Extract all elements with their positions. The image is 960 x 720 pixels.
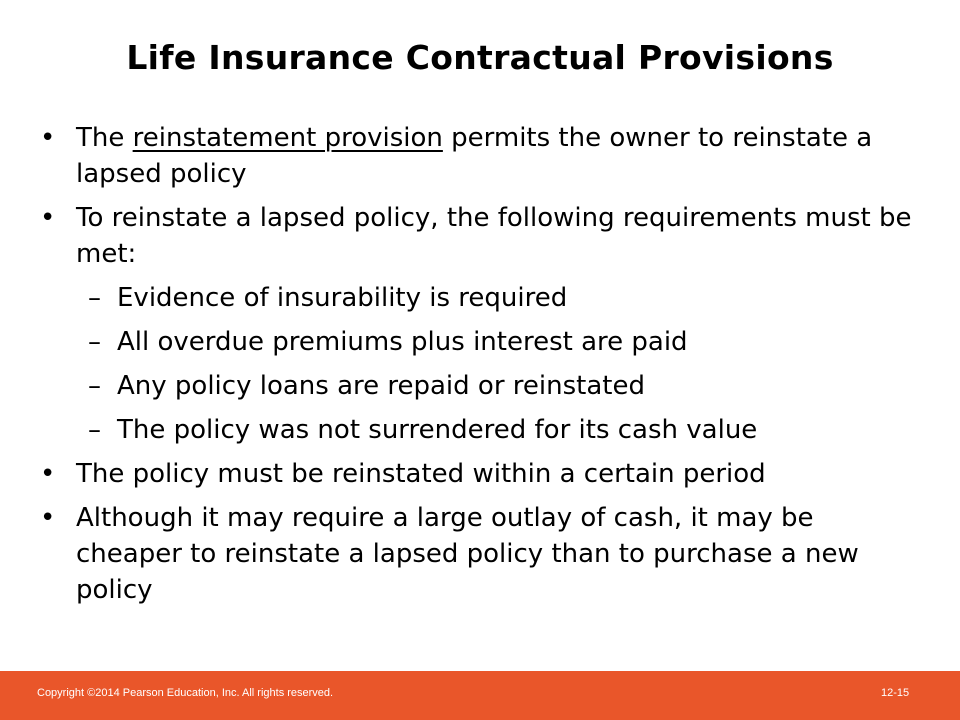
bullet-item (40, 200, 920, 272)
bullet-marker: • (40, 123, 56, 153)
bullet-marker: • (40, 459, 56, 489)
sub-bullet-marker: – (88, 283, 101, 313)
bullet-marker: • (40, 203, 56, 233)
slide-title: Life Insurance Contractual Provisions (126, 38, 834, 77)
bullet-text: Although it may require a large outlay of cash, it may be cheaper to reinstate a lapsed policy than to purchase a new policy (76, 503, 859, 605)
bullet-item (40, 456, 920, 492)
sub-bullet-item (40, 324, 920, 360)
page-number: 12-15 (881, 687, 910, 699)
bullet-text-prefix: The (76, 123, 133, 153)
sub-bullet-item (40, 280, 920, 316)
bullet-text: The policy must be reinstated within a certain period (76, 459, 766, 489)
underlined-term: reinstatement provision (132, 123, 443, 153)
sub-bullet-marker: – (88, 371, 101, 401)
sub-bullet-item (40, 412, 920, 448)
sub-bullet-text: The policy was not surrendered for its cash value (117, 415, 758, 445)
bullet-text-suffix: permits the owner to reinstate a lapsed policy (76, 123, 873, 189)
sub-bullet-text: Evidence of insurability is required (117, 283, 568, 313)
footer-bar (0, 671, 960, 720)
sub-bullet-text: Any policy loans are repaid or reinstated (117, 371, 645, 401)
bullet-item (40, 500, 920, 608)
sub-bullet-item (40, 368, 920, 404)
bullet-text: To reinstate a lapsed policy, the following requirements must be met: (76, 203, 912, 269)
sub-bullet-marker: – (88, 327, 101, 357)
bullet-item (40, 120, 920, 192)
copyright-text: Copyright ©2014 Pearson Education, Inc. All rights reserved. (37, 687, 334, 699)
slide-content (40, 120, 920, 616)
bullet-marker: • (40, 503, 56, 533)
sub-bullet-text: All overdue premiums plus interest are paid (117, 327, 688, 357)
sub-bullet-marker: – (88, 415, 101, 445)
